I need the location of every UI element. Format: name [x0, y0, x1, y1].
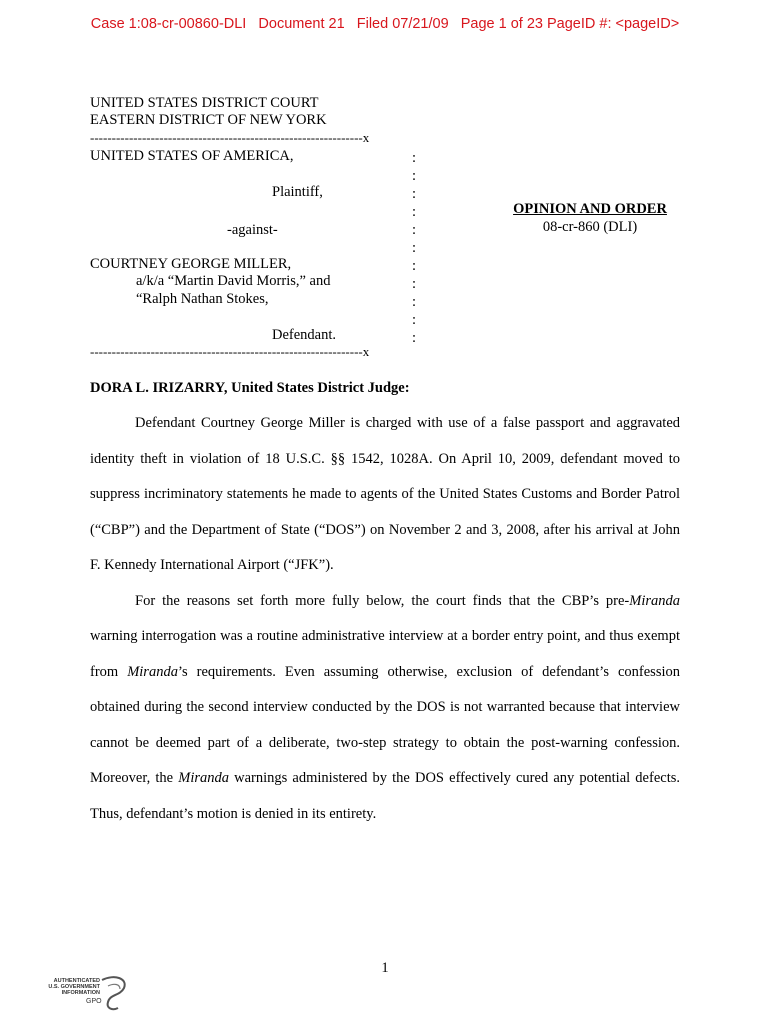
caption-colon: : — [412, 294, 417, 310]
caption-colon: : — [412, 276, 417, 292]
caption-colon: : — [412, 186, 417, 202]
gpo-logo-line: AUTHENTICATED — [53, 978, 100, 984]
caption-colon: : — [412, 330, 417, 346]
caption-colon: : — [412, 312, 417, 328]
document-title: OPINION AND ORDER — [513, 201, 667, 217]
caption-bottom-rule: ---------------------------------------------------------------x — [90, 344, 370, 359]
miranda-italic: Miranda — [127, 663, 178, 680]
paragraph-2-text: warning interrogation was a routine administrative interview at a border entry point, and thus exempt from — [90, 628, 680, 680]
document-number: 08-cr-860 (DLI) — [542, 219, 638, 235]
miranda-italic: Miranda — [178, 770, 229, 786]
miranda-italic: Miranda — [629, 592, 680, 609]
paragraph-2-text: For the reasons set forth more fully below, the court finds that the CBP’s pre- — [135, 592, 630, 609]
caption-colon: : — [412, 204, 417, 220]
gpo-logo-line: U.S. GOVERNMENT — [48, 984, 100, 990]
caption-colon: : — [412, 240, 417, 256]
opinion-body — [90, 406, 680, 832]
caption-colon: : — [412, 258, 417, 274]
paragraph-2-text: ’s requirements. Even assuming otherwise, exclusion of defendant’s confession obtained during the second interview conducted by the DOS is not warranted because that interview cannot be deemed part of a deliberate, two-step strategy to obtain the post-warning confession. Moreover, the — [90, 663, 680, 786]
defendant-aka-2: “Ralph Nathan Stokes, — [136, 291, 269, 307]
gpo-logo-line: INFORMATION — [61, 990, 100, 996]
court-district: EASTERN DISTRICT OF NEW YORK — [90, 112, 327, 128]
gpo-eagle-icon — [42, 974, 132, 1014]
caption-colon: : — [412, 168, 417, 184]
plaintiff-name: UNITED STATES OF AMERICA, — [90, 148, 294, 164]
paragraph-2 — [90, 584, 680, 833]
paragraph-2-text: warnings administered by the DOS effectively cured any potential defects. Thus, defendant’s motion is denied in its entirety. — [90, 770, 680, 822]
defendant-label: Defendant. — [272, 327, 337, 343]
page-number: 1 — [381, 960, 389, 976]
caption-colon: : — [412, 150, 417, 166]
caption-top-rule: ---------------------------------------------------------------x — [90, 130, 370, 145]
plaintiff-label: Plaintiff, — [272, 184, 323, 200]
gpo-authentication-logo — [42, 974, 132, 1014]
case-header: Case 1:08-cr-00860-DLI Document 21 Filed 07/21/09 Page 1 of 23 PageID #: <pageID> — [90, 16, 680, 32]
defendant-aka-1: a/k/a “Martin David Morris,” and — [136, 273, 331, 289]
against-label: -against- — [227, 222, 278, 238]
caption-colon: : — [412, 222, 417, 238]
court-name: UNITED STATES DISTRICT COURT — [90, 95, 319, 111]
judge-heading: DORA L. IRIZARRY, United States District Judge: — [90, 380, 410, 396]
paragraph-1: Defendant Courtney George Miller is charged with use of a false passport and aggravated identity theft in violation of 18 U.S.C. §§ 1542, 1028A. On April 10, 2009, defendant moved to suppress incriminatory statements he made to agents of the United States Customs and Border Patrol (“CBP”) and the Department of State (“DOS”) on November 2 and 3, 2008, after his arrival at John F. Kennedy International Airport (“JFK”). — [90, 415, 680, 573]
gpo-logo-label: GPO — [86, 998, 102, 1005]
defendant-name: COURTNEY GEORGE MILLER, — [90, 256, 292, 272]
